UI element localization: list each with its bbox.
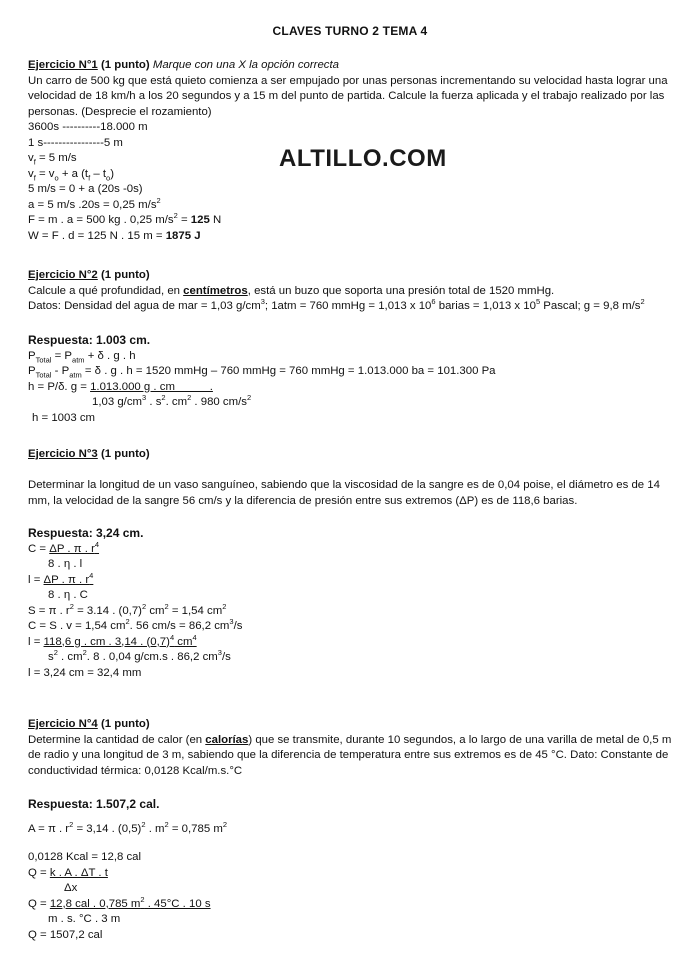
- exercise-4-line: A = π . $r^2 = 3,14$ . $(0,5)^2$ . $m^2 = 0,785$ $m^2$: [28, 820, 227, 835]
- exercise-4-work: [28, 850, 680, 943]
- exercise-1-line: a = 5 m/s .20s = 0,25 $m/s^2$: [28, 195, 161, 211]
- exercise-1-work: W = F . d = 125 N . 15 m = 1875 J: [28, 229, 201, 242]
- exercise-3-line: l = ΔP . π . $r^4$: [28, 570, 94, 586]
- exercise-2-data: Datos: Densidad del agua de mar = 1,03 $g/cm^3$; 1atm = 760 mmHg = 1,013 x $10^6$ barias = 1,013 x $10^5$ Pascal; g = 9,8 $m/s^2$: [28, 297, 645, 312]
- exercise-3-line: C = S . v = 1,54 $cm^2$. 56 cm/s = 86,2 $cm^3/s$: [28, 617, 243, 632]
- exercise-1-line: $v_f = 5$ m/s: [28, 152, 77, 167]
- exercise-1-force: F = m . a = 500 kg . 0,25 $m/s^2 = 125$ N: [28, 211, 222, 226]
- exercise-1-line: 3600s ----------18.000 m: [28, 121, 148, 133]
- exercise-1-heading: Ejercicio N°1 (1 punto) Marque con una X la opción correcta: [28, 59, 339, 71]
- exercise-3-line: C = ΔP . π . $r^4$: [28, 539, 100, 555]
- exercise-4-line: 0,0128 Kcal = 12,8 cal: [28, 851, 142, 863]
- exercise-3-response: Respuesta: 3,24 cm.: [28, 526, 144, 540]
- exercise-3-line: S = π . $r^2 = 3.14$ . $(0,7)^2$ $cm^2 = 1,54$ $cm^2$: [28, 601, 227, 617]
- exercise-4-line: m . s. °C . 3 m: [48, 913, 121, 925]
- exercise-4-statement: Determine la cantidad de calor (en calorías) que se transmite, durante 10 segundos, a lo largo de una varilla de metal de 0,5 m de radio y una longitud de 3 m, sabiendo que la diferencia de temperatura entre sus extremos es de 45 °C. Dato: Constante de conductividad térmica: 0,0128 Kcal/m.s.°C: [28, 733, 672, 777]
- exercise-3-line: $s^2$ . $cm^2$. 8 . 0,04 g/cm.s . 86,2 $cm^3/s$: [48, 648, 231, 663]
- exercise-3-answer: [28, 526, 680, 681]
- exercise-3-line: l = 3,24 cm = 32,4 mm: [28, 666, 142, 679]
- exercise-4-line: Q = 12,8 cal . 0,785 $m^2$ . 45°C . 10 s: [28, 894, 211, 910]
- exercise-2-line: h = 1003 cm: [32, 411, 96, 424]
- exercise-3-line: 8 . η . C: [48, 589, 88, 601]
- exercise-1-line: $v_f = v_o + a$ $(t_f - t_o)$: [28, 167, 115, 182]
- watermark: ALTILLO.COM: [279, 145, 447, 172]
- exercise-1-line: 1 s----------------5 m: [28, 136, 123, 149]
- exercise-2-statement: Calcule a qué profundidad, en centímetros, está un buzo que soporta una presión total de 1520 mmHg.: [28, 284, 555, 297]
- exercise-1: [28, 58, 680, 244]
- exercise-2-line: $P_{Total} - P_{atm} = \delta$ . g . h = 1520 mmHg – 760 mmHg = 760 mmHg = 1.013.000 ba = 101.300 Pa: [28, 365, 496, 380]
- exercise-3-statement: Determinar la longitud de un vaso sanguíneo, sabiendo que la viscosidad de la sangre es de 0,04 poise, el diámetro es de 14 mm, la velocidad de la sangre 56 cm/s y la diferencia de presión entre sus extremos (ΔP) es de 118,6 barias.: [28, 479, 660, 507]
- exercise-4: [28, 717, 680, 779]
- document-title: CLAVES TURNO 2 TEMA 4: [272, 24, 428, 38]
- exercise-3-heading: Ejercicio N°3 (1 punto): [28, 448, 150, 460]
- exercise-2-heading: Ejercicio N°2 (1 punto): [28, 269, 150, 281]
- exercise-2: [28, 268, 680, 315]
- exercise-2-line: 1,03 $g/cm^3$ . $s^2$. $cm^2$ . 980 $cm/s^2$: [92, 393, 252, 408]
- exercise-1-statement: Un carro de 500 kg que está quieto comienza a ser empujado por unas personas incrementando su velocidad hasta lograr una velocidad de 18 km/h a los 20 segundos y a 15 m del punto de partida. Calcule la fuerza aplicada y el trabajo realizado por las personas. (Desprecie el rozamiento): [28, 74, 668, 118]
- exercise-3-line: l = 118,6 g . cm . 3,14 . $(0,7)^4$ $cm^4$: [28, 632, 197, 648]
- exercise-2-answer: [28, 333, 680, 426]
- exercise-3-body: [28, 478, 680, 509]
- exercise-3-line: 8 . η . l: [48, 558, 83, 570]
- exercise-3: [28, 447, 680, 463]
- exercise-2-line: h = P/δ. g = 1.013.000 g . cm .: [28, 380, 213, 393]
- exercise-2-response: Respuesta: 1.003 cm.: [28, 333, 151, 347]
- exercise-1-line: 5 m/s = 0 + a (20s -0s): [28, 183, 143, 195]
- exercise-2-line: $P_{Total} = P_{atm} + \delta$ . g . h: [28, 349, 136, 364]
- exercise-4-line: Q = k . A . ΔT . t: [28, 866, 108, 879]
- exercise-4-answer: [28, 797, 680, 813]
- exercise-4-line: Δx: [64, 882, 78, 894]
- exercise-4-response: Respuesta: 1.507,2 cal.: [28, 797, 160, 811]
- exercise-4-heading: Ejercicio N°4 (1 punto): [28, 718, 150, 730]
- exercise-4-line: Q = 1507,2 cal: [28, 928, 103, 941]
- exercise-4-area: [28, 822, 680, 838]
